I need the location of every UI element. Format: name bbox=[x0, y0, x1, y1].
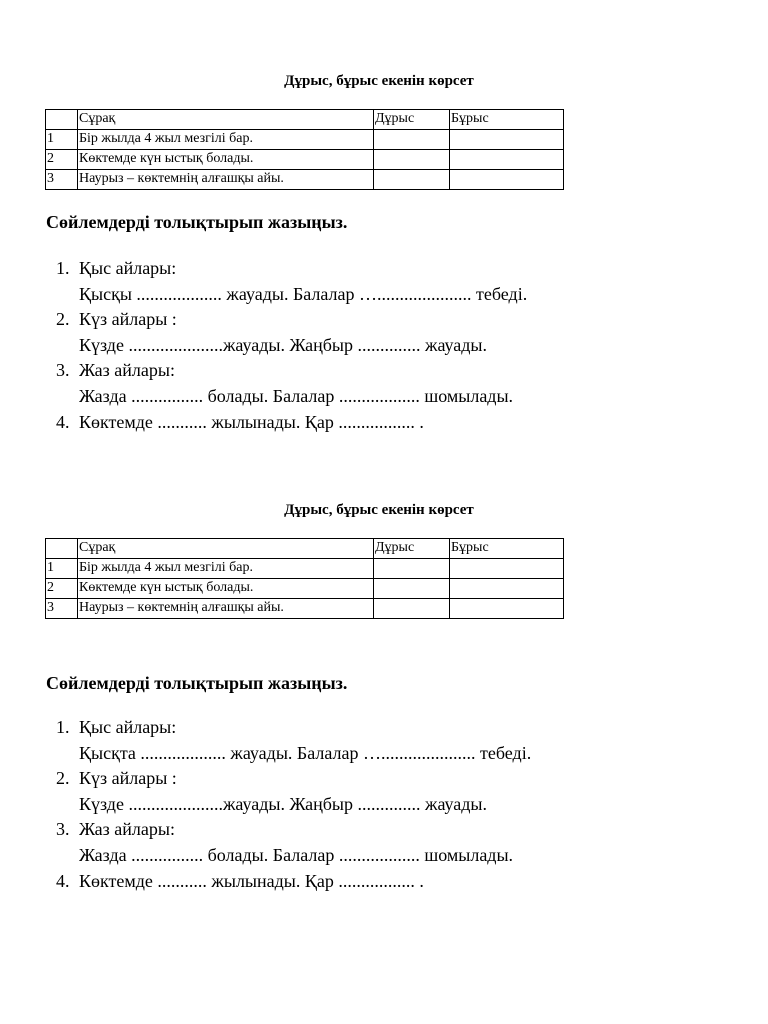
header-cell-false: Бұрыс bbox=[450, 539, 564, 559]
answer-cell-false[interactable] bbox=[450, 599, 564, 619]
list-item-sentence[interactable]: Күзде .....................жауады. Жаңбыр .............. жауады. bbox=[79, 334, 488, 355]
list-item bbox=[56, 766, 531, 817]
quiz-title-text: Дұрыс, бұрыс екенін көрсет bbox=[284, 73, 474, 89]
list-item-number: 1. bbox=[56, 258, 70, 278]
list-item-heading: Қыс айлары: bbox=[79, 717, 177, 737]
list-item-number: 3. bbox=[56, 819, 70, 840]
answer-cell-true[interactable] bbox=[374, 150, 450, 170]
list-item-heading-row bbox=[56, 410, 527, 436]
answer-cell-true[interactable] bbox=[374, 579, 450, 599]
row-number: 1 bbox=[46, 559, 78, 579]
list-item-heading: Қыс айлары: bbox=[79, 258, 177, 278]
fill-in-list bbox=[56, 256, 527, 435]
list-item-number: 1. bbox=[56, 717, 70, 737]
list-item bbox=[56, 358, 527, 409]
list-item-sentence[interactable]: Күзде .....................жауады. Жаңбыр .............. жауады. bbox=[79, 793, 488, 814]
row-number: 2 bbox=[46, 150, 78, 170]
list-item-heading[interactable]: Көктемде ........... жылынады. Қар ................. . bbox=[79, 870, 424, 891]
table-row bbox=[46, 579, 564, 599]
list-item-sentence-row bbox=[56, 741, 531, 767]
list-item-heading-row bbox=[56, 817, 531, 843]
true-false-table bbox=[45, 109, 564, 190]
list-item-heading: Жаз айлары: bbox=[79, 819, 175, 840]
row-number: 3 bbox=[46, 599, 78, 619]
row-question: Көктемде күн ыстық болады. bbox=[78, 150, 374, 170]
quiz-title-text: Дұрыс, бұрыс екенін көрсет bbox=[284, 502, 474, 518]
answer-cell-false[interactable] bbox=[450, 579, 564, 599]
list-item-sentence-row bbox=[56, 282, 527, 308]
list-item-sentence-row bbox=[56, 843, 531, 869]
answer-cell-true[interactable] bbox=[374, 559, 450, 579]
table-row bbox=[46, 599, 564, 619]
true-false-table bbox=[45, 538, 564, 619]
list-item-heading-row bbox=[56, 307, 527, 333]
list-item-heading-row bbox=[56, 256, 527, 282]
answer-cell-true[interactable] bbox=[374, 170, 450, 190]
header-cell-question: Сұрақ bbox=[78, 539, 374, 559]
list-item-number: 2. bbox=[56, 309, 70, 330]
list-item bbox=[56, 307, 527, 358]
list-item-number: 4. bbox=[56, 411, 70, 432]
list-item bbox=[56, 817, 531, 868]
header-cell-number bbox=[46, 539, 78, 559]
row-question: Наурыз – көктемнің алғашқы айы. bbox=[78, 170, 374, 190]
list-item bbox=[56, 715, 531, 766]
list-item-heading-row bbox=[56, 715, 531, 741]
list-item-heading[interactable]: Көктемде ........... жылынады. Қар ................. . bbox=[79, 411, 424, 432]
header-cell-true: Дұрыс bbox=[374, 539, 450, 559]
list-item-sentence[interactable]: Жазда ................ болады. Балалар .................. шомылады. bbox=[79, 385, 514, 406]
task-title: Сөйлемдерді толықтырып жазыңыз. bbox=[46, 212, 348, 232]
list-item-number: 2. bbox=[56, 768, 70, 789]
header-cell-number bbox=[46, 110, 78, 130]
list-item bbox=[56, 256, 527, 307]
list-item-heading-row bbox=[56, 869, 531, 895]
list-item-heading-row bbox=[56, 766, 531, 792]
header-cell-question: Сұрақ bbox=[78, 110, 374, 130]
list-item-sentence-row bbox=[56, 384, 527, 410]
list-item-heading-row bbox=[56, 358, 527, 384]
list-item-sentence-row bbox=[56, 333, 527, 359]
table-row bbox=[46, 170, 564, 190]
list-item-sentence-row bbox=[56, 792, 531, 818]
answer-cell-true[interactable] bbox=[374, 130, 450, 150]
row-number: 1 bbox=[46, 130, 78, 150]
list-item-heading: Күз айлары : bbox=[79, 309, 177, 330]
answer-cell-false[interactable] bbox=[450, 559, 564, 579]
answer-cell-false[interactable] bbox=[450, 150, 564, 170]
list-item-sentence[interactable]: Жазда ................ болады. Балалар .................. шомылады. bbox=[79, 844, 514, 865]
table-header-row bbox=[46, 539, 564, 559]
list-item-heading: Күз айлары : bbox=[79, 768, 177, 789]
list-item-number: 3. bbox=[56, 360, 70, 381]
quiz-title bbox=[0, 501, 768, 519]
table-row bbox=[46, 559, 564, 579]
list-item-sentence[interactable]: Қысқы ................... жауады. Балалар …..................... тебеді. bbox=[79, 283, 528, 304]
table-row bbox=[46, 130, 564, 150]
header-cell-false: Бұрыс bbox=[450, 110, 564, 130]
list-item-number: 4. bbox=[56, 870, 70, 891]
list-item bbox=[56, 869, 531, 895]
table-header-row bbox=[46, 110, 564, 130]
list-item-heading: Жаз айлары: bbox=[79, 360, 175, 381]
row-question: Наурыз – көктемнің алғашқы айы. bbox=[78, 599, 374, 619]
row-number: 3 bbox=[46, 170, 78, 190]
answer-cell-false[interactable] bbox=[450, 170, 564, 190]
row-question: Көктемде күн ыстық болады. bbox=[78, 579, 374, 599]
row-number: 2 bbox=[46, 579, 78, 599]
table-row bbox=[46, 150, 564, 170]
list-item-sentence[interactable]: Қысқта ................... жауады. Балалар …..................... тебеді. bbox=[79, 742, 532, 763]
header-cell-true: Дұрыс bbox=[374, 110, 450, 130]
list-item bbox=[56, 410, 527, 436]
answer-cell-false[interactable] bbox=[450, 130, 564, 150]
task-title: Сөйлемдерді толықтырып жазыңыз. bbox=[46, 673, 348, 693]
fill-in-list bbox=[56, 715, 531, 894]
answer-cell-true[interactable] bbox=[374, 599, 450, 619]
quiz-title bbox=[0, 72, 768, 90]
row-question: Бір жылда 4 жыл мезгілі бар. bbox=[78, 559, 374, 579]
row-question: Бір жылда 4 жыл мезгілі бар. bbox=[78, 130, 374, 150]
